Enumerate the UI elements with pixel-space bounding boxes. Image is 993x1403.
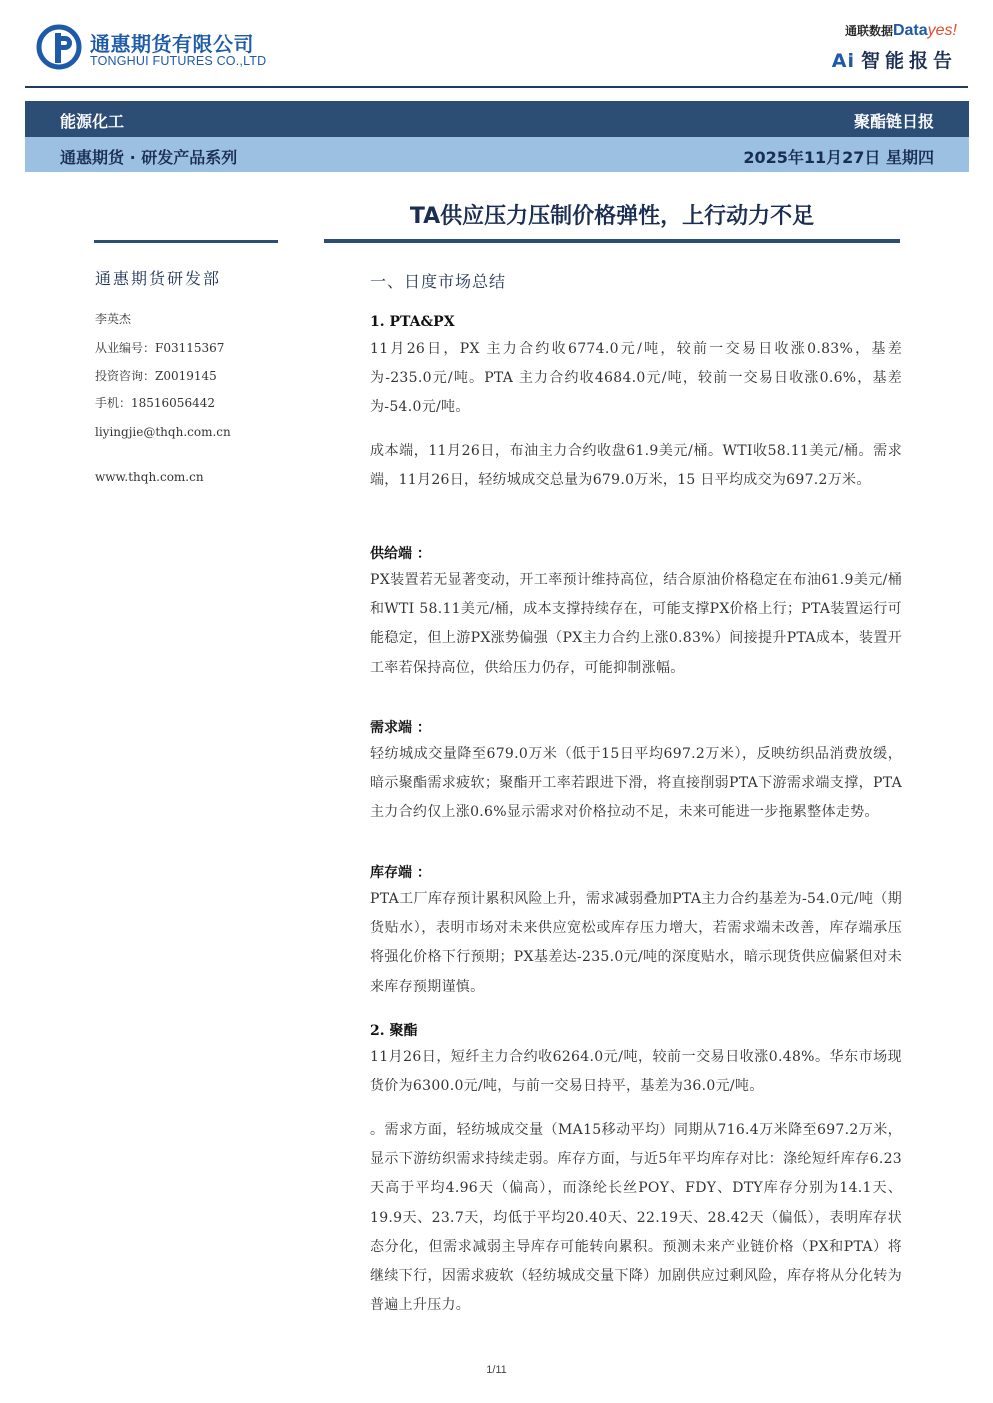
datayes-data: Data xyxy=(892,22,928,39)
department-name: 通惠期货研发部 xyxy=(95,269,222,288)
website-link[interactable]: www.thqh.com.cn xyxy=(95,470,204,484)
category-label: 能源化工 xyxy=(60,112,125,131)
datayes-yes: yes! xyxy=(927,22,957,39)
left-column-rule xyxy=(94,240,278,243)
subsection-pta-px: 1. PTA&PX xyxy=(370,314,455,330)
report-date: 2025年11月27日 星期四 xyxy=(743,148,934,167)
ai-icon: Ai xyxy=(831,50,855,72)
company-logo xyxy=(36,24,296,72)
paragraph-polyester-outlook: 。需求方面，轻纺城成交量（MA15移动平均）同期从716.4万米降至697.2万米，显示下游纺织需求持续走弱。库存方面，与近5年平均库存对比：涤纶短纤库存6.23天高于平均4.96天（偏高），而涤纶长丝POY、FDY、DTY库存分别为14.1天、19.9天、23.7天，均低于平均20.40天、22.19天、28.42天（偏低），表明库存状态分化，但需求减弱主导库存可能转向累积。预测未来产业链价格（PX和PTA）将继续下行，因需求疲软（轻纺城成交量下降）加剧供应过剩风险，库存将从分化转为普遍上升压力。 xyxy=(370,1122,902,1314)
email-link[interactable]: liyingjie@thqh.com.cn xyxy=(95,425,231,439)
consult-number: 投资咨询：Z0019145 xyxy=(95,369,217,383)
section-heading: 一、日度市场总结 xyxy=(370,272,507,291)
license-number: 从业编号：F03115367 xyxy=(95,341,225,355)
paragraph-polyester-prices: 11月26日，短纤主力合约收6264.0元/吨，较前一交易日收涨0.48%。华东市场现货价为6300.0元/吨，与前一交易日持平，基差为36.0元/吨。 xyxy=(370,1049,902,1095)
title-underline xyxy=(324,239,900,243)
ai-report-text: 智能报告 xyxy=(860,50,957,72)
paragraph-demand: 轻纺城成交量降至679.0万米（低于15日平均697.2万米），反映纺织品消费放缓，暗示聚酯需求疲软；聚酯开工率若跟进下滑，将直接削弱PTA下游需求端支撑，PTA主力合约仅上涨0.6%显示需求对价格拉动不足，未来可能进一步拖累整体走势。 xyxy=(370,746,902,821)
datayes-wordmark xyxy=(832,22,957,40)
ai-report-label xyxy=(832,46,957,73)
series-bar xyxy=(25,137,969,172)
company-name-cn: 通惠期货有限公司 xyxy=(90,32,254,56)
report-title: TA供应压力压制价格弹性，上行动力不足 xyxy=(409,204,815,229)
series-label: 通惠期货 · 研发产品系列 xyxy=(60,148,238,167)
paragraph-supply: PX装置若无显著变动，开工率预计维持高位，结合原油价格稳定在布油61.9美元/桶和WTI 58.11美元/桶，成本支撑持续存在，可能支撑PX价格上行；PTA装置运行可能稳定，但上游PX涨势偏强（PX主力合约上涨0.83%）间接提升PTA成本，装置开工率若保持高位，供给压力仍存，可能抑制涨幅。 xyxy=(370,572,902,676)
paragraph-px-pta-prices: 11月26日，PX 主力合约收6774.0元/吨，较前一交易日收涨0.83%，基差为-235.0元/吨。PTA 主力合约收4684.0元/吨，较前一交易日收涨0.6%，基差为-54.0元/吨。 xyxy=(370,341,902,416)
supply-label: 供给端 ： xyxy=(370,546,431,562)
company-name-en: TONGHUI FUTURES CO.,LTD xyxy=(90,54,267,68)
header-divider xyxy=(25,86,968,88)
paragraph-inventory: PTA工厂库存预计累积风险上升，需求减弱叠加PTA主力合约基差为-54.0元/吨（期货贴水），表明市场对未来供应宽松或库存压力增大，若需求端未改善，库存端承压将强化价格下行预期；PX基差达-235.0元/吨的深度贴水，暗示现货供应偏紧但对未来库存预期谨慎。 xyxy=(370,891,902,995)
demand-label: 需求端 ： xyxy=(370,720,431,736)
author-name: 李英杰 xyxy=(95,312,132,326)
datayes-cn: 通联数据 xyxy=(844,24,893,38)
phone-number: 手机：18516056442 xyxy=(95,396,215,410)
subsection-polyester: 2. 聚酯 xyxy=(370,1023,418,1039)
inventory-label: 库存端 ： xyxy=(370,865,431,881)
datayes-logo xyxy=(832,22,957,73)
tonghui-logo-icon xyxy=(36,24,82,70)
report-type-label: 聚酯链日报 xyxy=(853,112,934,131)
page-number: 1/11 xyxy=(486,1364,507,1376)
category-bar xyxy=(25,101,969,137)
paragraph-cost-demand: 成本端，11月26日，布油主力合约收盘61.9美元/桶。WTI收58.11美元/桶。需求端，11月26日，轻纺城成交总量为679.0万米，15 日平均成交为697.2万米。 xyxy=(370,443,902,489)
author-panel xyxy=(95,266,295,484)
